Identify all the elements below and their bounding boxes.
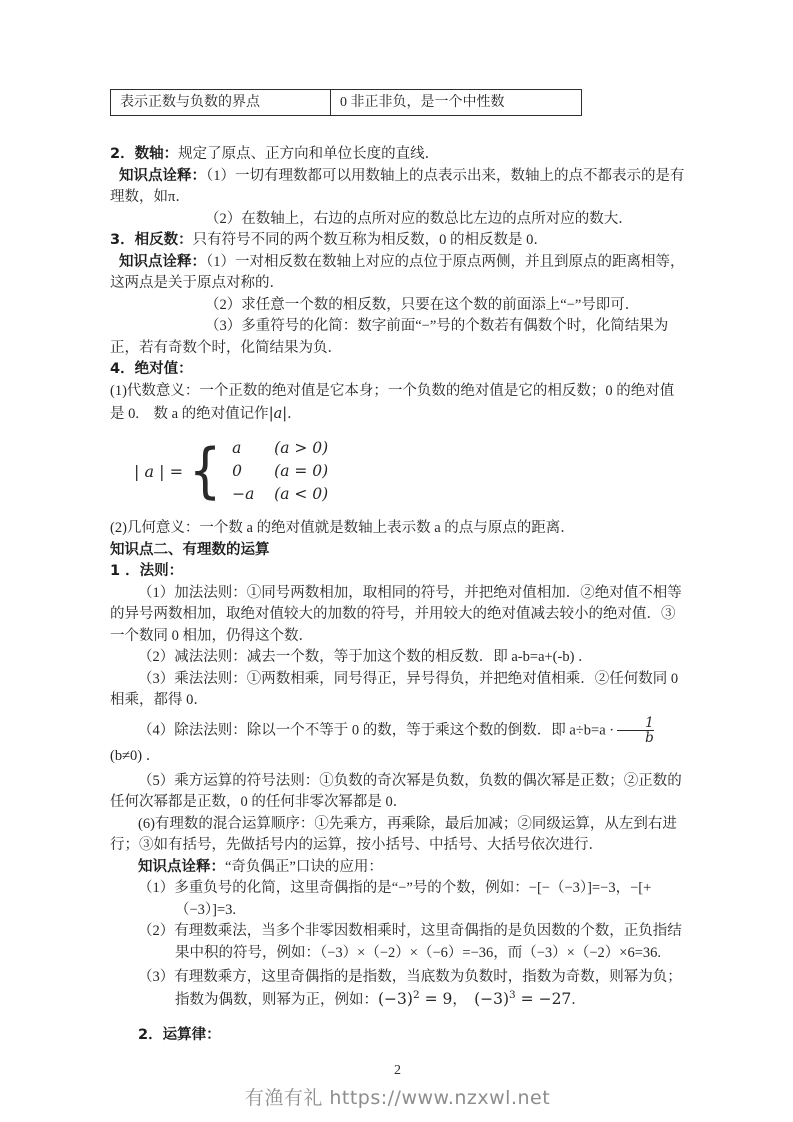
notes-label: 知识点诠释： — [138, 858, 225, 875]
zero-boundary-table — [110, 89, 582, 116]
number-line-note-1: （1）一切有理数都可以用数轴上的点表示出来，数轴上的点不都表示的是有理数，如π． — [110, 167, 685, 205]
ops-note-2: （2）有理数乘法，当多个非零因数相乘时，这里奇偶指的是负因数的个数，正负指结果中积的符号，例如：（−3）×（−2）×（−6）=−36，而（−3）×（−2）×6=36. — [138, 923, 682, 961]
section-number-line-label: 2．数轴： — [110, 146, 179, 162]
absolute-value-piecewise-formula — [134, 437, 685, 506]
section-number-line-heading — [110, 144, 685, 166]
opposite-note-2: （2）求任意一个数的相反数，只要在这个数的前面添上“−”号即可． — [205, 296, 640, 313]
ops-notes-heading: 知识点诠释：“奇负偶正”口诀的应用： — [138, 858, 383, 875]
rule-addition: （1）加法法则：①同号两数相加，取相同的符号，并把绝对值相加．②绝对值不相等的异号两数相加，取绝对值较大的加数的符号，并用较大的绝对值减去较小的绝对值．③一个数同 0 相加，仍得这个数． — [110, 584, 682, 644]
opposite-note-3: （3）多重符号的化简：数字前面“−”号的个数若有偶数个时，化简结果为正，若有奇数个时，化简结果为负． — [110, 318, 669, 356]
rule-multiplication: （3）乘法法则：①两数相乘，同号得正，异号得负，并把绝对值相乘．②任何数同 0 相乘，都得 0． — [110, 670, 679, 708]
opposite-definition: 只有符号不同的两个数互称为相反数，0 的相反数是 0． — [192, 232, 548, 248]
table-cell-neutral: 0 非正非负，是一个中性数 — [331, 90, 582, 116]
ops-note-3: （3）有理数乘方，这里奇偶指的是指数，当底数为负数时，指数为奇数，则幂为负；指数为偶数，则幂为正，例如：$(-3)^2 = 9$， $(-3)^3 = -27$． — [138, 969, 682, 1008]
rule-mixed-order: (6)有理数的混合运算顺序：①先乘方，再乘除，最后加减；②同级运算，从左到右进行；③如有括号，先做括号内的运算，按小括号、中括号、大括号依次进行． — [110, 815, 677, 854]
absolute-geometric-line: (2)几何意义：一个数 a 的绝对值就是数轴上表示数 a 的点与原点的距离． — [110, 520, 575, 536]
abs-a-notation: |a| — [268, 406, 288, 422]
case-negative: −a (a < 0) — [232, 484, 329, 503]
opposite-notes — [110, 252, 685, 295]
case-positive: a (a > 0) — [232, 438, 329, 457]
absolute-algebraic-line-1: (1)代数意义：一个正数的绝对值是它本身；一个负数的绝对值是它的相反数；0 的绝对值 — [110, 382, 675, 399]
table-cell-boundary: 表示正数与负数的界点 — [111, 90, 331, 116]
power-example-cubed: $(-3)^3 = -27$ — [474, 988, 572, 1008]
formula-cases — [232, 437, 328, 506]
fraction-one-over-b: $\frac{1}{b}$ — [614, 716, 657, 747]
number-line-note-2: （2）在数轴上，右边的点所对应的数总比左边的点所对应的数大． — [205, 210, 633, 227]
notes-label: 知识点诠释： — [119, 253, 206, 270]
knowledge-point-2-heading: 知识点二、有理数的运算 — [110, 541, 270, 558]
number-line-notes — [110, 166, 685, 209]
rule-subtraction: （2）减法法则：减去一个数，等于加这个数的相反数．即 a-b=a+(-b) ． — [138, 649, 593, 665]
number-line-definition: 规定了原点、正方向和单位长度的直线． — [178, 146, 440, 162]
rule-division: （4）除法法则：除以一个不等于 0 的数，等于乘这个数的倒数．即 a÷b=a · $\frac{1}{b}$ (b≠0) ． — [110, 716, 685, 768]
laws-subheading: 2．运算律： — [138, 1027, 221, 1044]
rule-power-sign: （5）乘方运算的符号法则：①负数的奇次幂是负数，负数的偶次幂是正数；②正数的任何次幂都是正数，0 的任何非零次幂都是 0． — [110, 772, 682, 811]
rules-subheading: 1 ．法则： — [110, 563, 184, 579]
case-zero: 0 (a = 0) — [232, 461, 329, 480]
footer-watermark: 有渔有礼 https://www.nzxwl.net — [244, 1087, 551, 1110]
page-number: 2 — [394, 1062, 401, 1078]
ops-note-1: （1）多重负号的化简，这里奇偶指的是“−”号的个数，例如：−[−（−3）]=−3，−[+（−3）]=3. — [138, 880, 652, 918]
left-brace-glyph: { — [188, 436, 222, 506]
section-opposite-label: 3．相反数： — [110, 232, 193, 248]
absolute-algebraic-line-2: 是 0. 数 a 的绝对值记作|a|． — [110, 406, 302, 422]
formula-lhs: | a | = — [134, 461, 183, 481]
section-opposite-heading — [110, 230, 685, 252]
section-absolute-label: 4．绝对值： — [110, 361, 193, 377]
table-row — [111, 90, 582, 116]
opposite-note-1: （1）一对相反数在数轴上对应的点位于原点两侧，并且到原点的距离相等，这两点是关于原点对称的． — [110, 253, 685, 291]
notes-label: 知识点诠释： — [119, 167, 206, 184]
power-example-squared: $(-3)^2 = 9$ — [378, 988, 453, 1008]
section-absolute-heading — [110, 359, 685, 381]
